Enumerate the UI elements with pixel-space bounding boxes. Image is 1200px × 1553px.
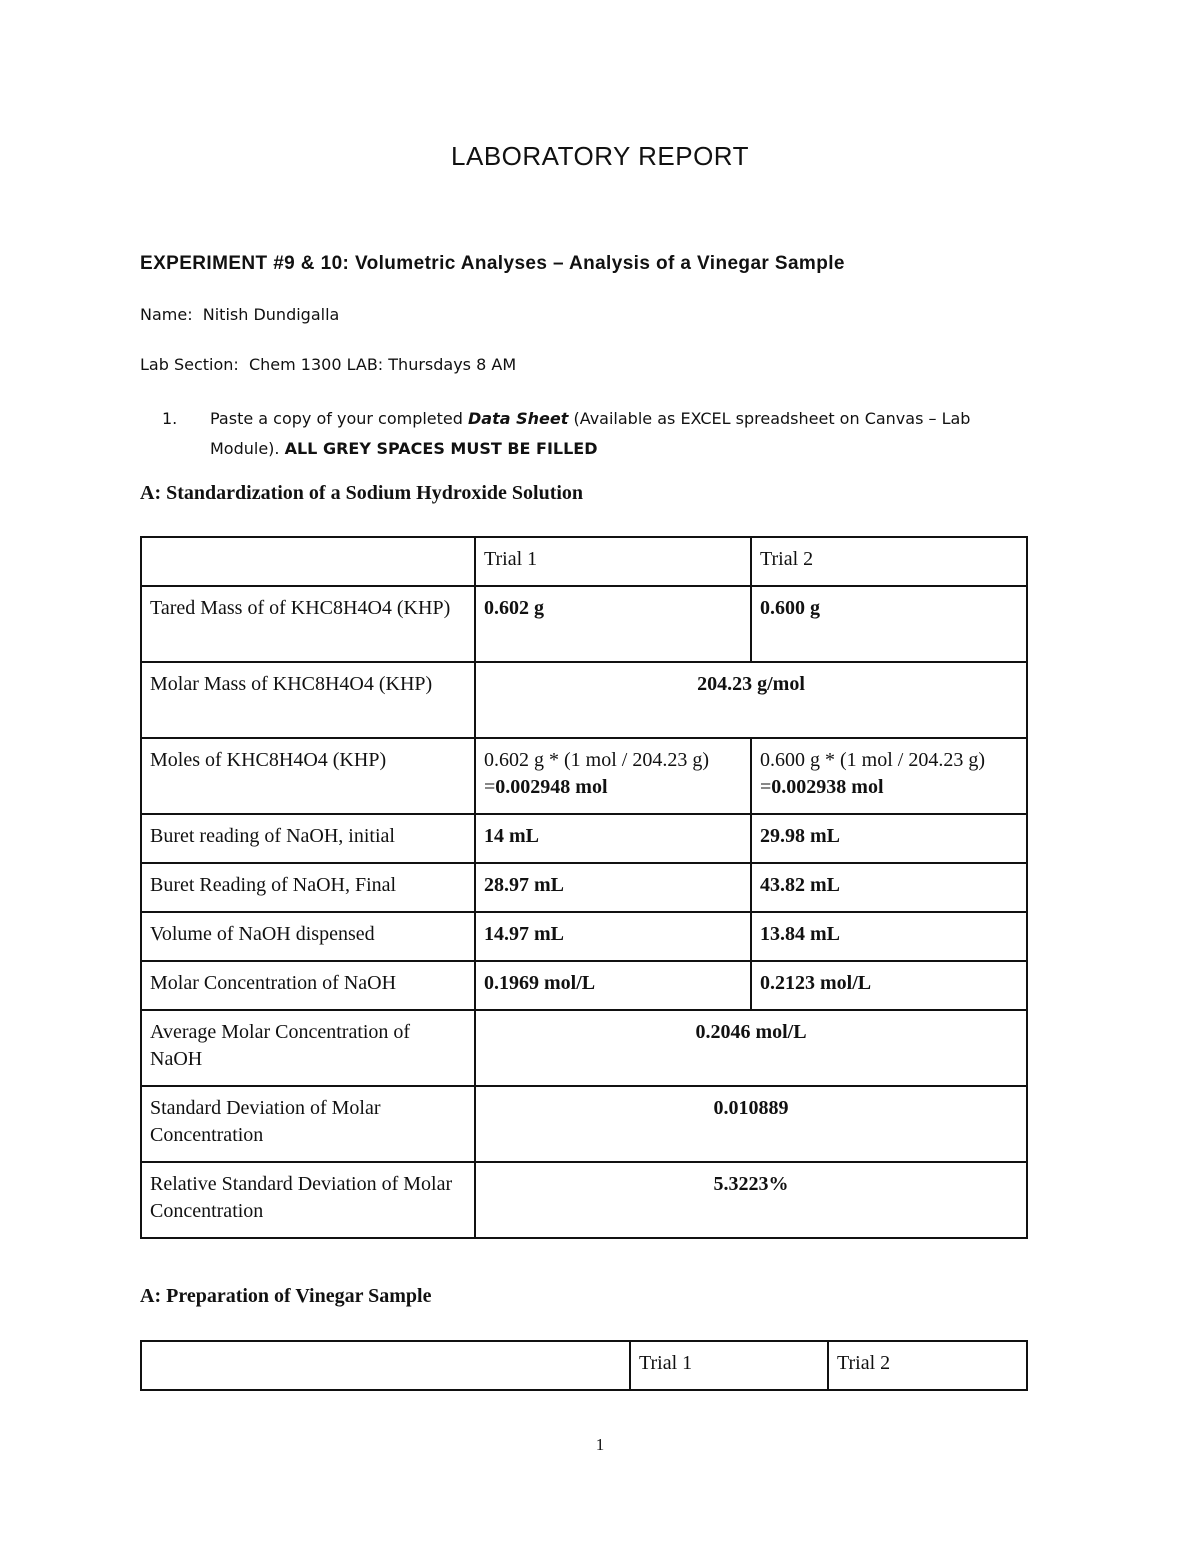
trial-2-value: 29.98 mL (751, 814, 1027, 863)
table-row (141, 738, 1027, 814)
trial-1-value: 14 mL (475, 814, 751, 863)
trial-1-value: 0.1969 mol/L (475, 961, 751, 1010)
header-cell: Trial 1 (630, 1341, 828, 1390)
calc-result: 0.002938 mol (771, 776, 884, 798)
lab-section-line (140, 355, 516, 374)
table-row (141, 1010, 1027, 1086)
table-row (141, 863, 1027, 912)
header-cell: Trial 2 (751, 537, 1027, 586)
row-label: Relative Standard Deviation of Molar Concentration (141, 1162, 475, 1238)
row-label: Molar Concentration of NaOH (141, 961, 475, 1010)
table-row (141, 814, 1027, 863)
merged-value: 0.2046 mol/L (475, 1010, 1027, 1086)
standardization-table (140, 536, 1028, 1239)
table-row (141, 662, 1027, 738)
header-cell (141, 537, 475, 586)
instruction-item (162, 404, 1040, 464)
vinegar-heading: A: Preparation of Vinegar Sample (140, 1285, 432, 1307)
trial-2-value: 0.2123 mol/L (751, 961, 1027, 1010)
standardization-heading: A: Standardization of a Sodium Hydroxide Solution (140, 482, 584, 504)
trial-1-value: 14.97 mL (475, 912, 751, 961)
trial-2-calculation (751, 738, 1027, 814)
trial-1-calculation (475, 738, 751, 814)
trial-1-value: 28.97 mL (475, 863, 751, 912)
vinegar-table (140, 1340, 1028, 1391)
table-row (141, 586, 1027, 662)
table-row (141, 1162, 1027, 1238)
calc-result: 0.002948 mol (495, 776, 608, 798)
header-cell: Trial 1 (475, 537, 751, 586)
row-label: Tared Mass of of KHC8H4O4 (KHP) (141, 586, 475, 662)
name-label: Name: (140, 305, 193, 324)
report-title: LABORATORY REPORT (451, 141, 749, 171)
experiment-heading: EXPERIMENT #9 & 10: Volumetric Analyses – Analysis of a Vinegar Sample (140, 253, 845, 274)
instruction-part1: Paste a copy of your completed (210, 409, 469, 428)
page-number: 1 (595, 1435, 605, 1454)
calc-expression: 0.600 g * (1 mol / 204.23 g) = (760, 749, 985, 798)
calc-expression: 0.602 g * (1 mol / 204.23 g) = (484, 749, 709, 798)
table-row (141, 1086, 1027, 1162)
row-label: Volume of NaOH dispensed (141, 912, 475, 961)
row-label: Buret reading of NaOH, initial (141, 814, 475, 863)
student-name: Nitish Dundigalla (202, 305, 340, 324)
header-cell (141, 1341, 630, 1390)
trial-2-value: 0.600 g (751, 586, 1027, 662)
instruction-part2: (Available as EXCEL spreadsheet on Canvas – Lab Module). (210, 409, 971, 458)
trial-2-value: 43.82 mL (751, 863, 1027, 912)
instruction-strong: ALL GREY SPACES MUST BE FILLED (284, 439, 598, 458)
row-label: Molar Mass of KHC8H4O4 (KHP) (141, 662, 475, 738)
table-header-row (141, 537, 1027, 586)
instruction-number: 1. (162, 409, 178, 428)
trial-1-value: 0.602 g (475, 586, 751, 662)
merged-value: 5.3223% (475, 1162, 1027, 1238)
student-name-line (140, 305, 339, 324)
table-row (141, 961, 1027, 1010)
row-label: Buret Reading of NaOH, Final (141, 863, 475, 912)
row-label: Moles of KHC8H4O4 (KHP) (141, 738, 475, 814)
lab-section-value: Chem 1300 LAB: Thursdays 8 AM (248, 355, 517, 374)
trial-2-value: 13.84 mL (751, 912, 1027, 961)
merged-value: 204.23 g/mol (475, 662, 1027, 738)
instruction-emphasis: Data Sheet (468, 409, 569, 428)
lab-section-label: Lab Section: (140, 355, 239, 374)
header-cell: Trial 2 (828, 1341, 1027, 1390)
merged-value: 0.010889 (475, 1086, 1027, 1162)
table-row (141, 912, 1027, 961)
table-header-row (141, 1341, 1027, 1390)
row-label: Standard Deviation of Molar Concentration (141, 1086, 475, 1162)
instruction-text (180, 404, 1040, 464)
row-label: Average Molar Concentration of NaOH (141, 1010, 475, 1086)
